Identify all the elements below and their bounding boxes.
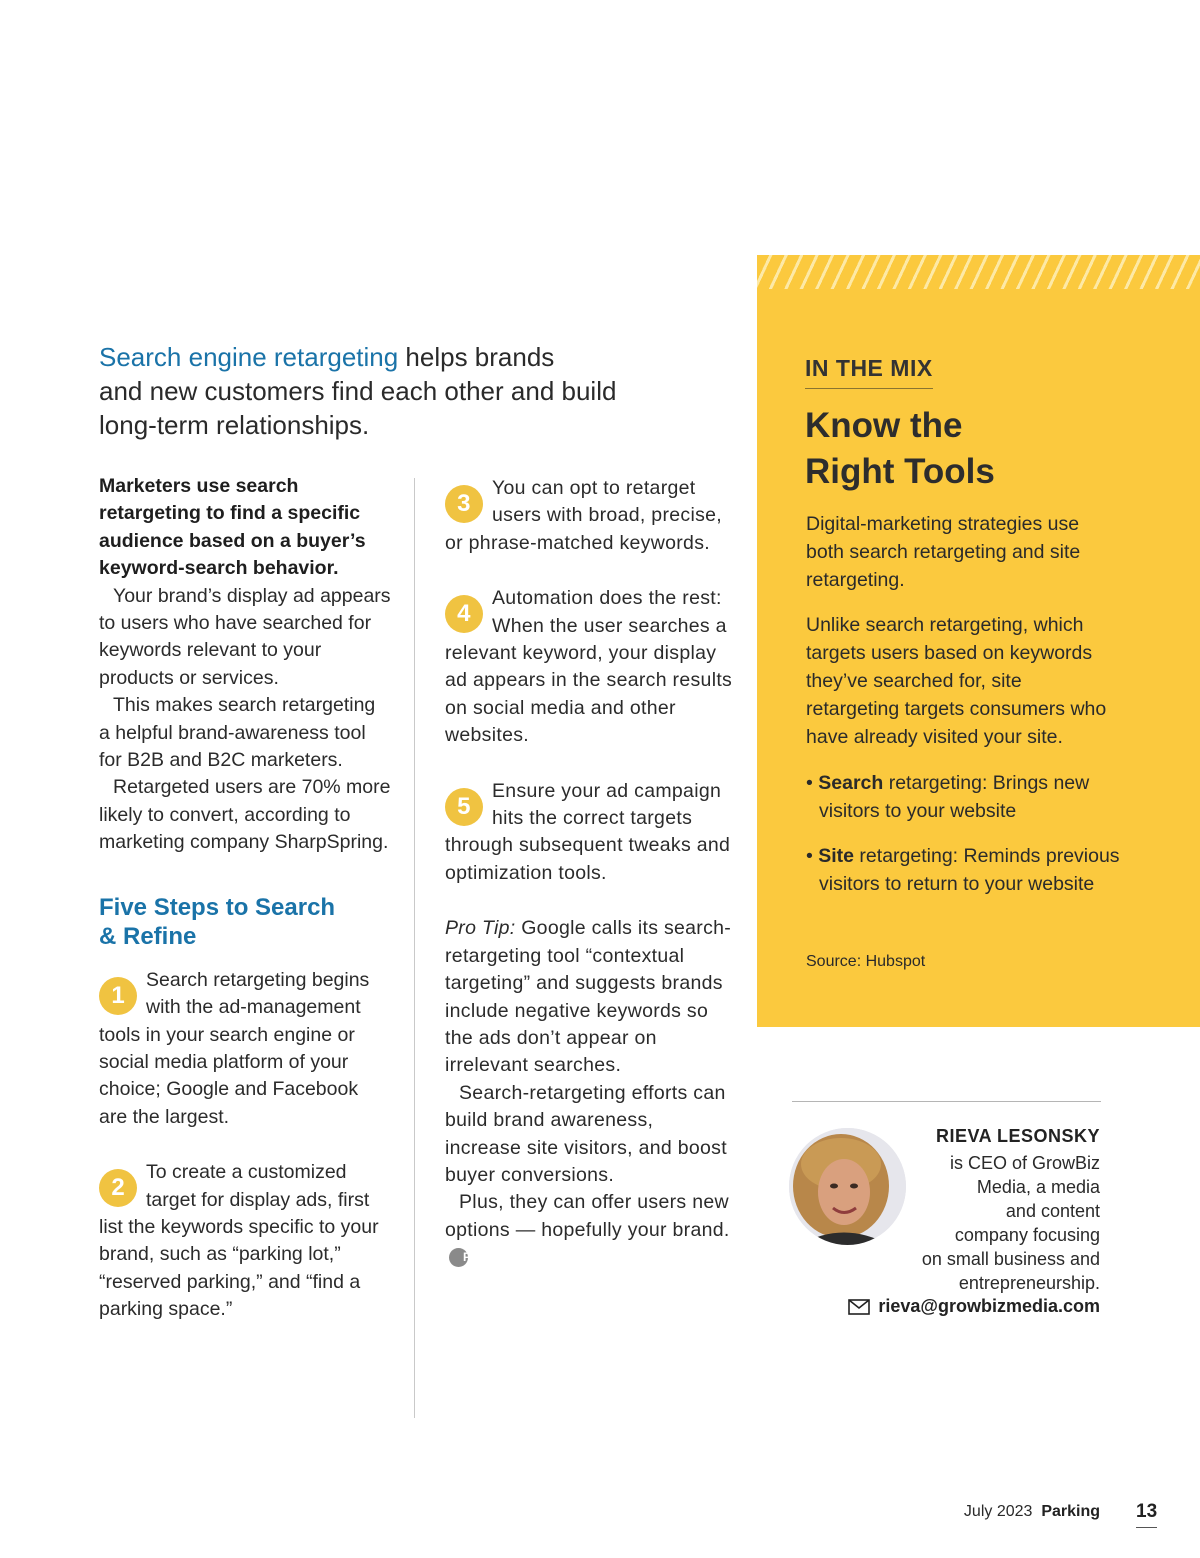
step-number-badge: 5 [445,788,483,826]
envelope-icon [848,1299,870,1315]
step-text: Search retargeting begins with the ad-management tools in your search engine or social media platform of your choice; Google and Facebook are the largest. [99,968,370,1128]
author-bio [800,1151,1100,1295]
stripe-pattern [757,255,1200,289]
bullet-text: retargeting: Brings new visitors to your website [819,772,1090,822]
bio-line: company focusing [954,1225,1100,1245]
step-number-badge: 3 [445,485,483,523]
bio-line: entrepreneurship. [958,1273,1100,1293]
step-text: You can opt to retarget users with broad, precise, or phrase-matched keywords. [445,477,722,554]
step-text: Ensure your ad campaign hits the correct targets through subsequent tweaks and optimization tools. [445,779,731,884]
step-text: To create a customized target for display ads, first list the keywords specific to your brand, such as “parking lot,” “reserved parking,” and “find a parking space.” [99,1161,379,1321]
bio-line: on small business and [921,1249,1100,1269]
sidebar-paragraph: Digital-marketing strategies use both search retargeting and site retargeting. [806,513,1081,591]
intro-line2: and new customers find each other and build [99,376,617,406]
footer-issue: July 2023 [963,1503,1033,1520]
intro-line3: long-term relationships. [99,410,370,440]
bio-line: and content [1005,1201,1100,1221]
step-item [445,475,735,557]
author-divider [792,1101,1101,1102]
parking-end-mark-icon: P [449,1248,468,1267]
step-number-badge: 4 [445,595,483,633]
sidebar-bullet: • Site retargeting: Reminds previous visitors to return to your website [806,845,1120,895]
step-number-badge: 1 [99,977,137,1015]
subhead-line1: Five Steps to Search [99,893,336,921]
author-email-link[interactable]: rieva@growbizmedia.com [878,1296,1100,1316]
bio-line: is CEO of GrowBiz [949,1153,1100,1173]
article-paragraph: Your brand’s display ad appears to users who have searched for keywords relevant to your products or services. [99,584,391,689]
bullet-bold: Site [818,845,855,867]
sidebar-box [757,255,1200,1027]
step-text: Automation does the rest: When the user searches a relevant keyword, your display ad appears in the search results on social media and other websites. [445,587,733,747]
section-subhead [99,893,391,951]
article-paragraph-last [445,1189,735,1271]
article-paragraph: Search-retargeting efforts can build brand awareness, increase site visitors, and boost buyer conversions. [445,1081,727,1186]
subhead-line2: & Refine [99,922,197,950]
step-item [99,1159,391,1323]
bio-line: Media, a media [976,1177,1100,1197]
pro-tip-label: Pro Tip: [445,917,516,940]
step-number-badge: 2 [99,1169,137,1207]
footer-magazine: Parking [1041,1503,1100,1520]
closing-text: Plus, they can offer users new options — hopefully your brand. [445,1191,730,1241]
bullet-bold: Search [818,772,884,794]
intro-line1: helps brands [398,342,555,372]
article-lead: Marketers use search retargeting to find a specific audience based on a buyer’s keyword-search behavior. [99,475,366,580]
article-paragraph: This makes search retargeting a helpful brand-awareness tool for B2B and B2C marketers. [99,694,376,772]
sidebar-title-line1: Know the [805,406,963,445]
pro-tip [445,915,735,1079]
step-item [445,585,735,749]
sidebar-source: Source: Hubspot [806,953,926,970]
article-paragraph: Retargeted users are 70% more likely to convert, according to marketing company SharpSpring. [99,776,391,854]
sidebar-title-line2: Right Tools [805,452,995,491]
pro-tip-text: Google calls its search-retargeting tool “contextual targeting” and suggests brands include negative keywords so the ads don’t appear on irrelevant searches. [445,917,732,1077]
page-footer [964,1503,1100,1521]
sidebar-title [805,403,1185,495]
page-number: 13 [1136,1501,1157,1528]
step-item [99,967,391,1131]
sidebar-paragraph: Unlike search retargeting, which targets users based on keywords they’ve searched for, site retargeting targets consumers who have already visited your site. [806,614,1107,748]
author-email-row[interactable] [848,1296,1100,1317]
sidebar-kicker: IN THE MIX [805,355,933,389]
intro-highlight: Search engine retargeting [99,342,399,372]
author-name: RIEVA LESONSKY [935,1126,1100,1146]
article-column-2 [445,475,735,1272]
bullet-text: retargeting: Reminds previous visitors to return to your website [819,845,1120,895]
intro-deck [99,340,659,442]
column-divider [414,478,415,1418]
step-item [445,778,735,888]
sidebar-bullet: • Search retargeting: Brings new visitors to your website [806,772,1090,822]
article-column-1 [99,473,391,1352]
